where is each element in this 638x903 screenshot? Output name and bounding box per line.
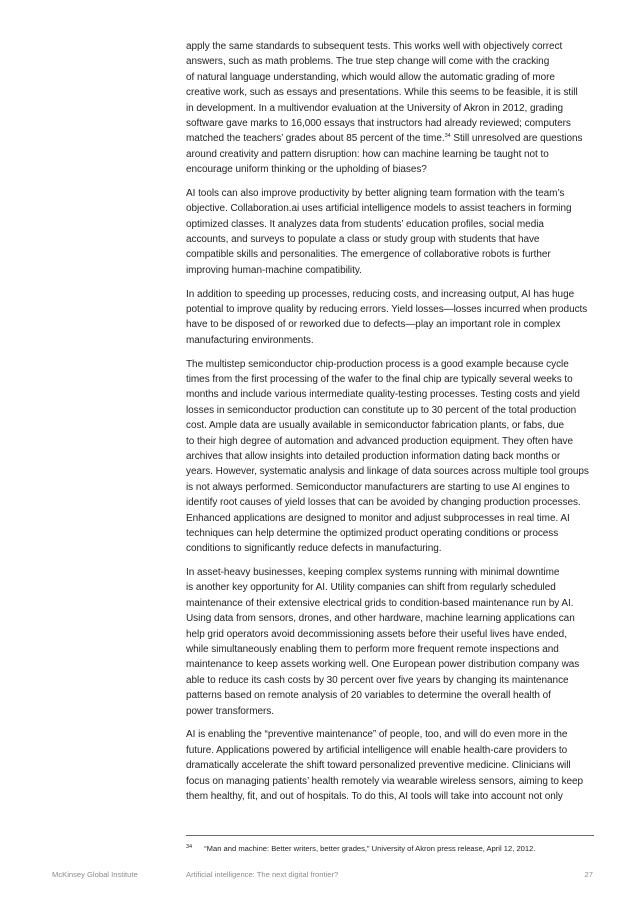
text-line: conditions to significantly reduce defects in manufacturing. — [186, 543, 442, 555]
paragraph — [186, 186, 604, 278]
text-line: of natural language understanding, which would allow the automatic grading of more — [186, 71, 555, 83]
paragraph — [186, 357, 604, 557]
text-line: identify root causes of yield losses that can be avoided by changing production processes. — [186, 497, 581, 509]
text-line: compatible skills and personalities. The emergence of collaborative robots is further — [186, 249, 551, 261]
footer-report-title: Artificial intelligence: The next digital frontier? — [186, 870, 339, 879]
text-line: focus on managing patients’ health remotely via wearable wireless sensors, aiming to keep — [186, 775, 584, 787]
text-line: around creativity and pattern disruption: how can machine learning be taught not to — [186, 148, 549, 160]
text-line: power transformers. — [186, 705, 274, 717]
text-line: creative work, such as essays and presentations. While this seems to be feasible, it is still — [186, 87, 578, 99]
text-line: encourage uniform thinking or the upholding of biases? — [186, 164, 427, 176]
text-line: cost. Ample data are usually available in semiconductor fabrication plants, or fabs, due — [186, 420, 565, 432]
text-line: maintenance to keep assets working well. One European power distribution company was — [186, 659, 580, 671]
footnote-number: 34 — [186, 844, 193, 850]
footnote-reference[interactable]: 34 — [444, 133, 451, 140]
text-line: archives that allow insights into detailed production information dating back months or — [186, 450, 561, 462]
text-line: future. Applications powered by artificial intelligence will enable health-care providers to — [186, 744, 568, 756]
text-line: answers, such as math problems. The true step change will come with the cracking — [186, 56, 550, 68]
text-line: while simultaneously enabling them to perform more frequent remote inspections and — [186, 644, 559, 656]
text-line: in development. In a multivendor evaluation at the University of Akron in 2012, grading — [186, 102, 563, 114]
text-line: dramatically accelerate the shift toward personalized preventive medicine. Clinicians will — [186, 760, 571, 772]
text-line: have to be disposed of or reworked due to defects—play an important role in complex — [186, 319, 561, 331]
text-line: help grid operators avoid decommissioning assets before their useful lives have ended, — [186, 628, 567, 640]
text-line: objective. Collaboration.ai uses artificial intelligence models to assist teachers in forming — [186, 203, 572, 215]
text-line: manufacturing environments. — [186, 334, 314, 346]
text-line: AI is enabling the “preventive maintenance” of people, too, and will do even more in the — [186, 729, 568, 741]
text-line: accounts, and surveys to populate a class or study group with students that have — [186, 234, 540, 246]
paragraph — [186, 39, 604, 178]
text-line: times from the first processing of the wafer to the final chip are typically several weeks to — [186, 373, 573, 385]
text-line: techniques can help determine the optimized product operating conditions or process — [186, 527, 559, 539]
footnote-divider — [186, 835, 594, 836]
text-line: them healthy, fit, and out of hospitals. To do this, AI tools will take into account not only — [186, 790, 563, 802]
footer-publisher: McKinsey Global Institute — [52, 870, 138, 879]
paragraph — [186, 727, 604, 804]
text-line: matched the teachers’ grades about 85 percent of the time.$^{34}$ Still unresolved are questions — [186, 133, 583, 145]
text-line: software gave marks to 16,000 essays that instructors had already reviewed; computers — [186, 117, 571, 129]
text-line: In asset-heavy businesses, keeping complex systems running with minimal downtime — [186, 567, 560, 579]
text-line: losses in semiconductor production can constitute up to 30 percent of the total production — [186, 404, 577, 416]
footnote-text: “Man and machine: Better writers, better grades,” University of Akron press release, April 12, 2012. — [204, 844, 536, 853]
text-line: Enhanced applications are designed to monitor and adjust subprocesses in real time. AI — [186, 512, 570, 524]
text-line: is another key opportunity for AI. Utility companies can shift from regularly scheduled — [186, 582, 556, 594]
text-line: optimized classes. It analyzes data from students’ education profiles, social media — [186, 218, 544, 230]
text-line: AI tools can also improve productivity by better aligning team formation with the team’s — [186, 187, 565, 199]
text-line: improving human-machine compatibility. — [186, 264, 362, 276]
text-line: to their high degree of automation and advanced production equipment. They often have — [186, 435, 573, 447]
text-line: Using data from sensors, drones, and other hardware, machine learning applications can — [186, 613, 575, 625]
text-line: potential to improve quality by reducing errors. Yield losses—losses incurred when products — [186, 304, 588, 316]
text-line: is not always performed. Semiconductor manufacturers are starting to use AI engines to — [186, 481, 570, 493]
text-line: In addition to speeding up processes, reducing costs, and increasing output, AI has huge — [186, 288, 575, 300]
text-line: maintenance of their extensive electrical grids to condition-based maintenance run by AI. — [186, 597, 574, 609]
text-line: able to reduce its cash costs by 30 percent over five years by changing its maintenance — [186, 674, 569, 686]
footnote — [186, 842, 535, 854]
body-text — [186, 39, 604, 813]
paragraph — [186, 565, 604, 719]
text-line: The multistep semiconductor chip-production process is a good example because cycle — [186, 358, 569, 370]
text-line: years. However, systematic analysis and linkage of data sources across multiple tool groups — [186, 466, 589, 478]
page-number: 27 — [584, 870, 593, 879]
text-line: apply the same standards to subsequent tests. This works well with objectively correct — [186, 41, 563, 52]
text-line: months and include various intermediate quality-testing processes. Testing costs and yield — [186, 389, 580, 401]
paragraph — [186, 287, 604, 349]
text-line: patterns based on remote analysis of 20 variables to determine the overall health of — [186, 690, 551, 702]
